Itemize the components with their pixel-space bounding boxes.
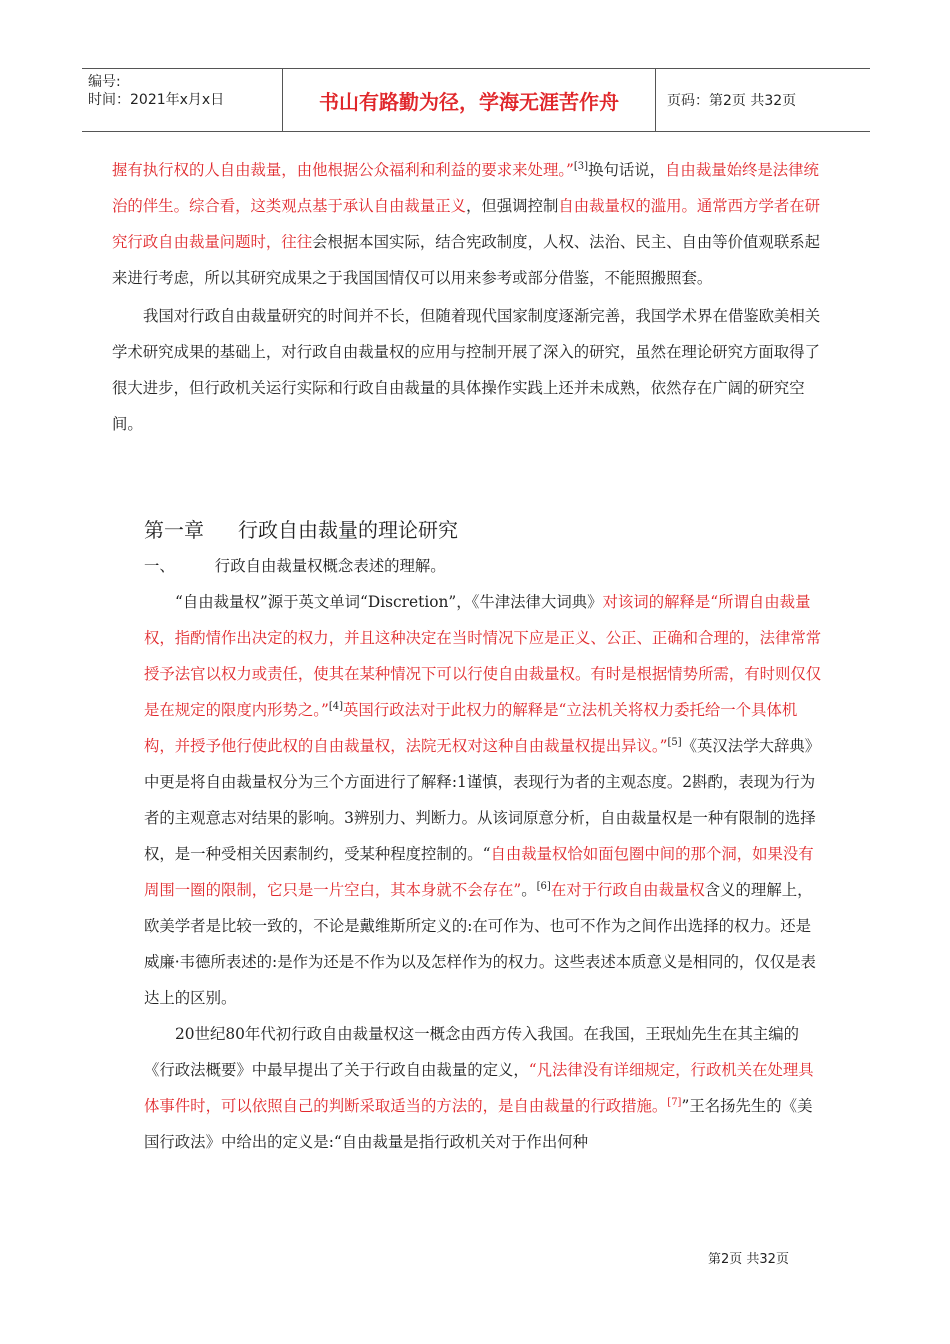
text-span: 自由裁量权的滥用。通常西方学者在研究行政自由裁量问题时，往往 <box>112 197 821 251</box>
chapter-number: 第一章 <box>144 518 204 542</box>
section-number: 一、 <box>144 557 175 575</box>
chapter-title: 行政自由裁量的理论研究 <box>238 518 458 542</box>
section-heading <box>144 554 446 576</box>
chapter-text <box>144 584 824 1160</box>
header-meta <box>82 69 283 131</box>
citation: [6] <box>536 880 551 892</box>
text-span: 自由裁量权恰如面包圈中间的那个洞，如果没有周围一圈的限制，它只是一片空白，其本身就不会存在” <box>144 845 814 899</box>
text-span: 。 <box>521 881 537 899</box>
paragraph-1 <box>112 152 824 296</box>
header-page-number: 页码：第2页 共32页 <box>667 93 797 109</box>
text-span: 20世纪80年代初行政自由裁量权这一概念由西方传入我国。在我国，王珉灿先生在其主编的《行政法概要》中最早提出了关于行政自由裁量的定义， <box>144 1025 800 1079</box>
page-footer: 第2页 共32页 <box>708 1252 789 1267</box>
header-motto: 书山有路勤为径，学海无涯苦作舟 <box>283 69 656 131</box>
citation: [7] <box>667 1096 682 1108</box>
citation: [5] <box>667 736 682 748</box>
text-span: 自由裁量始终是法律统治的伴生。综合看，这类观点基于承认自由裁量正义 <box>112 161 819 215</box>
text-span: ”王名扬先生的《美国行政法》中给出的定义是:“自由裁量是指行政机关对于作出何种 <box>144 1097 813 1151</box>
text-span: “凡法律没有详细规定，行政机关在处理具体事件时，可以依照自己的判断采取适当的方法的，是自由裁量的行政措施。 <box>144 1061 814 1115</box>
intro-text <box>112 152 824 442</box>
text-span: 在对于行政自由裁量权 <box>550 881 705 899</box>
page-header <box>82 68 870 132</box>
text-span: 握有执行权的人自由裁量，由他根据公众福利和利益的要求来处理。” <box>112 161 574 179</box>
chapter-heading <box>144 514 458 543</box>
header-date: 时间：2021年x月x日 <box>88 92 225 108</box>
citation: [3] <box>573 160 589 172</box>
text-span: 《英汉法学大辞典》中更是将自由裁量权分为三个方面进行了解释:1谨慎，表现行为者的主观态度。2斟酌，表现为行为者的主观意志对结果的影响。3辨别力、判断力。从该词原意分析，自由裁量权是一种有限制的选择权，是一种受相关因素制约，受某种程度控制的。“ <box>144 737 821 863</box>
text-span: 对该词的解释是“所谓自由裁量权，指酌情作出决定的权力，并且这种决定在当时情况下应是正义、公正、正确和合理的，法律常常授予法官以权力或责任，使其在某种情况下可以行使自由裁量权。有时是根据情势所需，有时则仅仅是在规定的限度内形势之。” <box>144 593 822 719</box>
text-span: 换句话说， <box>588 161 666 179</box>
text-span: ，但强调控制 <box>466 197 559 215</box>
text-span: 会根据本国实际，结合宪政制度，人权、法治、民主、自由等价值观联系起来进行考虑，所以其研究成果之于我国国情仅可以用来参考或部分借鉴，不能照搬照套。 <box>112 233 820 287</box>
section-title: 行政自由裁量权概念表述的理解。 <box>214 557 446 575</box>
paragraph-4 <box>144 1016 824 1160</box>
paragraph-3 <box>144 584 824 1016</box>
text-span: 英国行政法对于此权力的解释是“立法机关将权力委托给一个具体机构，并授予他行使此权的自由裁量权，法院无权对这种自由裁量权提出异议。” <box>144 701 798 755</box>
citation: [4] <box>328 700 344 712</box>
paragraph-2: 我国对行政自由裁量研究的时间并不长，但随着现代国家制度逐渐完善，我国学术界在借鉴欧美相关学术研究成果的基础上，对行政自由裁量权的应用与控制开展了深入的研究，虽然在理论研究方面取得了很大进步，但行政机关运行实际和行政自由裁量的具体操作实践上还并未成熟，依然存在广阔的研究空间。 <box>112 307 821 433</box>
text-span: “自由裁量权”源于英文单词“Discretion”，《牛津法律大词典》 <box>175 593 603 611</box>
text-span: 含义的理解上，欧美学者是比较一致的，不论是戴维斯所定义的:在可作为、也可不作为之间作出选择的权力。还是威廉·韦德所表述的:是作为还是不作为以及怎样作为的权力。这些表述本质意义是相同的，仅仅是表达上的区别。 <box>144 881 816 1007</box>
header-number-label: 编号: <box>88 74 121 90</box>
